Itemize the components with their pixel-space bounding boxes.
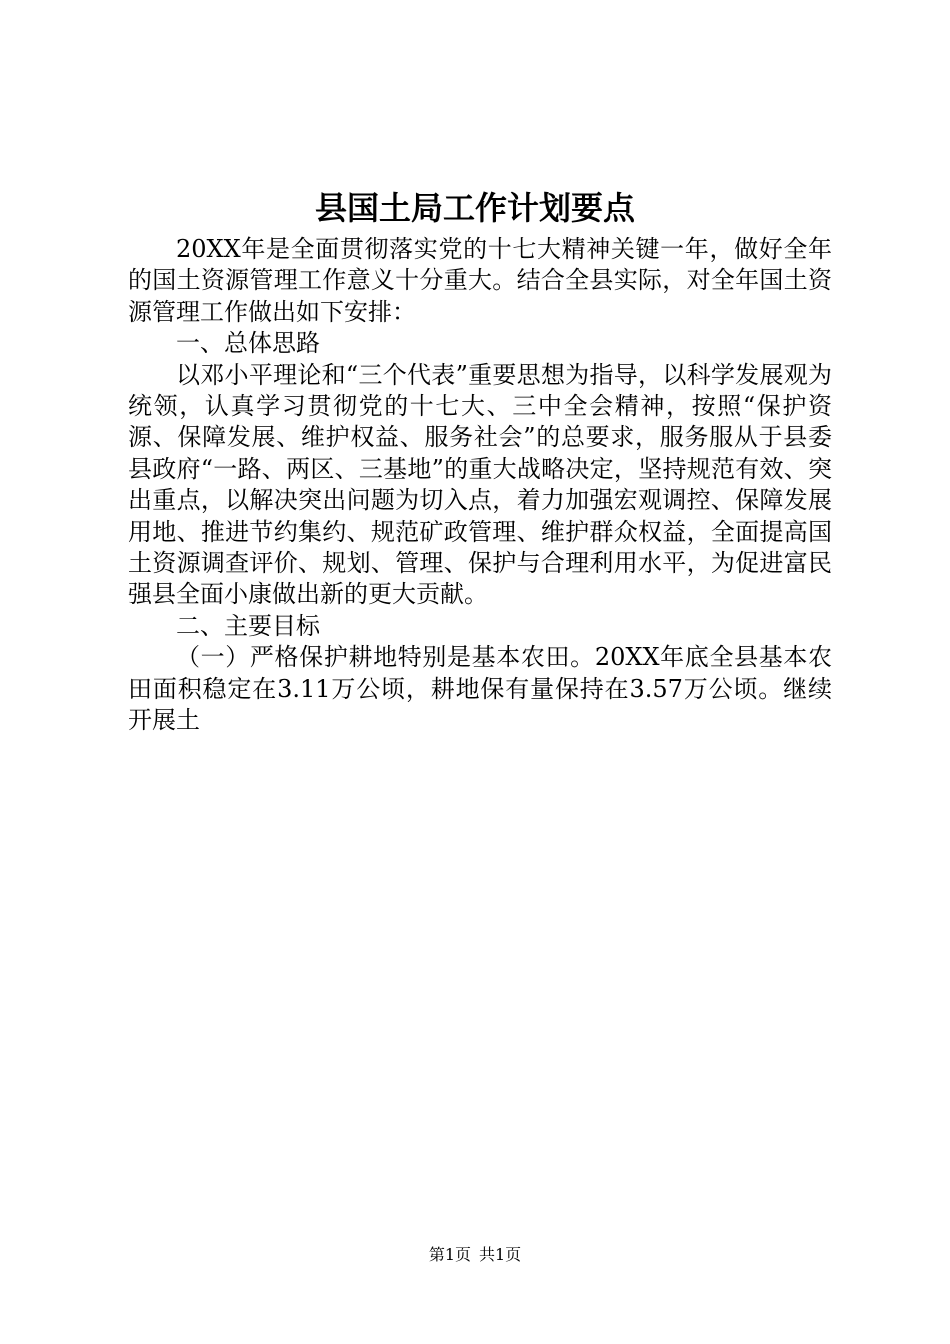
overall-approach-paragraph: 以邓小平理论和“三个代表”重要思想为指导，以科学发展观为统领，认真学习贯彻党的十七大、三中全会精神，按照“保护资源、保障发展、维护权益、服务社会”的总要求，服务服从于县委县政府“一路、两区、三基地”的重大战略决定，坚持规范有效、突出重点，以解决突出问题为切入点，着力加强宏观调控、保障发展用地、推进节约集约、规范矿政管理、维护群众权益，全面提高国土资源调查评价、规划、管理、保护与合理利用水平，为促进富民强县全面小康做出新的更大贡献。	[128, 360, 832, 609]
section-heading-main-goals: 二、主要目标	[176, 611, 320, 640]
section-heading-overall-approach: 一、总体思路	[176, 329, 320, 358]
page-total: 共1页	[479, 1245, 522, 1264]
page-footer	[0, 1244, 950, 1266]
document-body	[128, 234, 832, 737]
intro-paragraph: 20XX年是全面贯彻落实党的十七大精神关键一年，做好全年的国土资源管理工作意义十分重大。结合全县实际，对全年国土资源管理工作做出如下安排：	[128, 235, 832, 326]
page-number: 第1页	[428, 1245, 471, 1264]
main-goals-paragraph: （一）严格保护耕地特别是基本农田。20XX年底全县基本农田面积稳定在3.11万公顷，耕地保有量保持在3.57万公顷。继续开展土	[128, 643, 832, 735]
document-title: 县国土局工作计划要点	[314, 189, 635, 227]
